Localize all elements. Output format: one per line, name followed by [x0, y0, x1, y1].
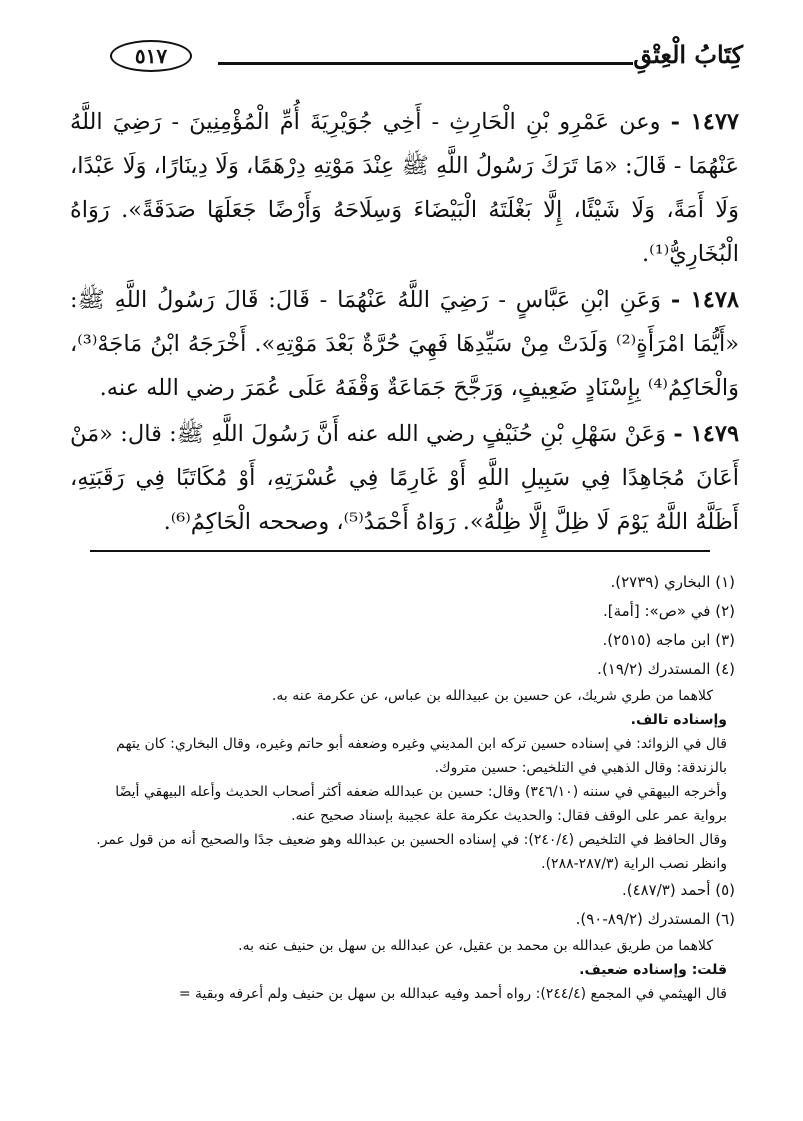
- footnote-4-bayhaqi: وأخرجه البيهقي في سننه (٣٤٦/١٠) وقال: حسين بن عبدالله ضعفه أكثر أصحاب الحديث وأعله البيهقي أيضًا برواية عمر على الوقف فقال: والحديث عكرمة علة عجيبة بإسناد صحيح عنه.: [115, 784, 727, 824]
- hadith-1478: [70, 278, 739, 410]
- page-number: ٥١٧: [110, 40, 192, 72]
- page-header: [100, 28, 743, 78]
- hadith-body: وَعَنْ سَهْلِ بْنِ حُنَيْفٍ رضي الله عنه أَنَّ رَسُولَ اللَّهِ ﷺ: قال: «مَنْ أَعَانَ مُجَاهِدًا فِي سَبِيلِ اللَّهِ أَوْ غَارِمًا فِي عُسْرَتِهِ، أَوْ مُكَاتَبًا فِي رَقَبَتِهِ، أَظَلَّهُ اللَّهُ يَوْمَ لَا ظِلَّ إِلَّا ظِلُّهُ». رَوَاهُ أَحْمَدُ⁽⁵⁾، وصححه الْحَاكِمُ⁽⁶⁾.: [70, 421, 739, 535]
- hadith-1477: [70, 100, 739, 276]
- hadith-body: وَعَنِ ابْنِ عَبَّاسٍ - رَضِيَ اللَّهُ عَنْهُمَا - قَالَ: قَالَ رَسُولُ اللَّهِ ﷺ: «أَيُّمَا امْرَأَةٍ⁽²⁾ وَلَدَتْ مِنْ سَيِّدِهَا فَهِيَ حُرَّةٌ بَعْدَ مَوْتِهِ». أَخْرَجَهُ ابْنُ مَاجَهْ⁽³⁾، وَالْحَاكِمُ⁽⁴⁾ بِإِسْنَادٍ ضَعِيفٍ، وَرَجَّحَ جَمَاعَةٌ وَقْفَهُ عَلَى عُمَرَ رضي الله عنه.: [70, 287, 740, 401]
- footnote-4-verdict: وإسناده تالف.: [630, 712, 727, 728]
- hadith-1479: [70, 412, 739, 544]
- footnote-4-zawaid: قال في الزوائد: في إسناده حسين تركه ابن المديني وغيره وضعفه أبو حاتم وغيره، وقال البخاري: كان يتهم بالزندقة: وقال الذهبي في التلخيص: حسين متروك.: [116, 736, 727, 776]
- footnote-6: (٦) المستدرك (٨٩/٢-٩٠).: [575, 910, 735, 928]
- footnote-6-haythami: قال الهيثمي في المجمع (٢٤٤/٤): رواه أحمد وفيه عبدالله بن سهل بن حنيف ولم أعرفه وبقية =: [178, 986, 727, 1002]
- hadith-body: وعن عَمْرِو بْنِ الْحَارِثِ - أَخِي جُوَيْرِيَةَ أُمِّ الْمُؤْمِنِينَ - رَضِيَ اللَّهُ عَنْهُمَا - قَالَ: «مَا تَرَكَ رَسُولُ اللَّهِ ﷺ عِنْدَ مَوْتِهِ دِرْهَمًا، وَلَا دِينَارًا، وَلَا عَبْدًا، وَلَا أَمَةً، وَلَا شَيْئًا، إِلَّا بَغْلَتَهُ الْبَيْضَاءَ وَسِلَاحَهُ وَأَرْضًا جَعَلَهَا صَدَقَةً». رَوَاهُ الْبُخَارِيُّ⁽¹⁾.: [70, 109, 739, 267]
- footnote-6-source: كلاهما من طريق عبدالله بن محمد بن عقيل، عن عبدالله بن سهل بن حنيف عنه به.: [238, 938, 713, 954]
- footnote-3: (٣) ابن ماجه (٢٥١٥).: [602, 631, 735, 649]
- hadith-number: ١٤٧٨ -: [670, 287, 740, 313]
- footnote-6-verdict: قلت: وإسناده ضعيف.: [579, 962, 727, 978]
- footnote-2: (٢) في «ص»: [أمة].: [602, 602, 735, 620]
- hadith-text: [70, 100, 739, 546]
- footnote-4-source: كلاهما من طري شريك، عن حسين بن عبيدالله بن عباس، عن عكرمة عنه به.: [271, 688, 713, 704]
- hadith-number: ١٤٧٧ -: [670, 109, 740, 135]
- footnote-1: (١) البخاري (٢٧٣٩).: [610, 573, 735, 591]
- footnote-4-hafiz: وقال الحافظ في التلخيص (٢٤٠/٤): في إسناده الحسين بن عبدالله وهو ضعيف جدًا والصحيح أنه من قول عمر. وانظر نصب الراية (٢٨٧/٣-٢٨٨).: [96, 832, 727, 872]
- header-rule: [218, 62, 633, 65]
- footnote-5: (٥) أحمد (٤٨٧/٣).: [621, 881, 735, 899]
- footnote-separator: [90, 550, 710, 552]
- book-title: كِتَابُ الْعِتْقِ: [633, 40, 743, 69]
- footnotes: [78, 568, 735, 1006]
- hadith-number: ١٤٧٩ -: [673, 421, 740, 447]
- footnote-4: (٤) المستدرك (١٩/٢).: [597, 660, 735, 678]
